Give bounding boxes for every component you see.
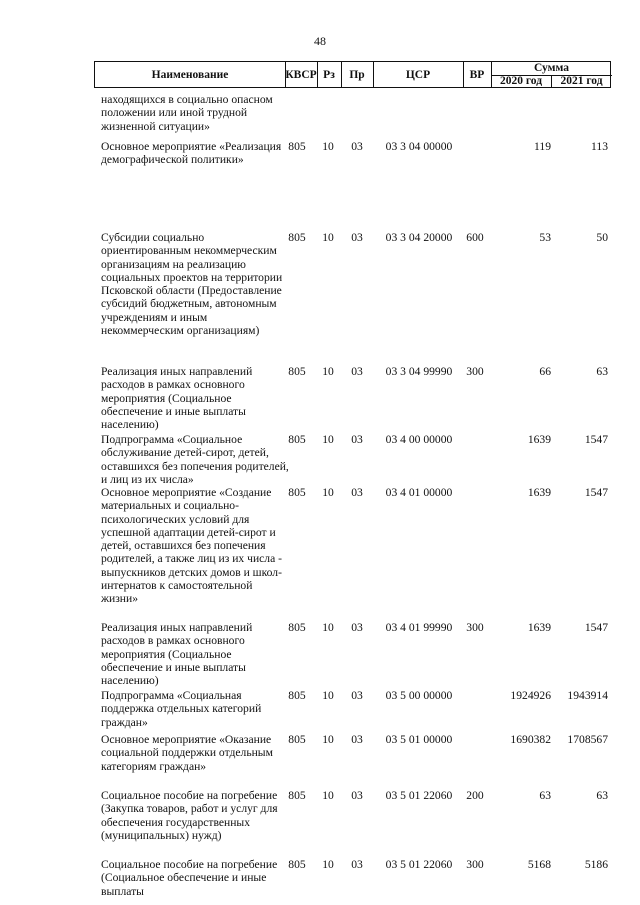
row-name: Социальное пособие на погребение (Социальное обеспечение и иные выплаты bbox=[101, 858, 278, 898]
row-y2021: 1943914 bbox=[567, 689, 608, 702]
header-rz: Рз bbox=[323, 68, 335, 81]
header-year-2020: 2020 год bbox=[499, 75, 543, 87]
row-rz: 10 bbox=[322, 733, 334, 746]
header-name: Наименование bbox=[151, 68, 229, 81]
row-y2021: 63 bbox=[596, 365, 608, 378]
row-y2021: 50 bbox=[596, 231, 608, 244]
row-kvsr: 805 bbox=[288, 486, 306, 499]
row-csr: 03 5 00 00000 bbox=[385, 689, 453, 702]
row-y2020: 119 bbox=[534, 140, 551, 153]
row-y2021: 63 bbox=[596, 789, 608, 802]
row-pr: 03 bbox=[351, 231, 363, 244]
row-csr: 03 3 04 20000 bbox=[385, 231, 453, 244]
row-name: Социальное пособие на погребение (Закупка товаров, работ и услуг для обеспечения государственных (муниципальных) нужд) bbox=[101, 789, 278, 842]
row-y2020: 1639 bbox=[527, 621, 551, 634]
header-year-2021: 2021 год bbox=[560, 75, 603, 87]
row-y2020: 5168 bbox=[527, 858, 551, 871]
row-y2020: 66 bbox=[539, 365, 551, 378]
row-name: Основное мероприятие «Реализация демографической политики» bbox=[101, 140, 282, 167]
header-pr: Пр bbox=[349, 68, 365, 81]
row-pr: 03 bbox=[351, 433, 363, 446]
row-y2021: 1708567 bbox=[567, 733, 608, 746]
row-pr: 03 bbox=[351, 733, 363, 746]
row-kvsr: 805 bbox=[288, 733, 306, 746]
row-kvsr: 805 bbox=[288, 858, 306, 871]
row-pr: 03 bbox=[351, 789, 363, 802]
row-csr: 03 5 01 00000 bbox=[385, 733, 453, 746]
row-kvsr: 805 bbox=[288, 789, 306, 802]
row-rz: 10 bbox=[322, 486, 334, 499]
row-y2020: 1639 bbox=[527, 433, 551, 446]
row-y2020: 53 bbox=[539, 231, 551, 244]
row-y2020: 63 bbox=[539, 789, 551, 802]
row-name: Подпрограмма «Социальная поддержка отдельных категорий граждан» bbox=[101, 689, 262, 729]
page-number: 48 bbox=[314, 34, 326, 48]
row-csr: 03 3 04 00000 bbox=[385, 140, 453, 153]
row-name: находящихся в социально опасном положении или иной трудной жизненной ситуации» bbox=[101, 93, 273, 133]
row-pr: 03 bbox=[351, 858, 363, 871]
budget-table bbox=[94, 61, 611, 898]
row-pr: 03 bbox=[351, 621, 363, 634]
row-rz: 10 bbox=[322, 231, 334, 244]
row-kvsr: 805 bbox=[288, 231, 306, 244]
row-csr: 03 4 01 99990 bbox=[385, 621, 453, 634]
row-rz: 10 bbox=[322, 858, 334, 871]
row-name: Подпрограмма «Социальное обслуживание детей-сирот, детей, оставшихся без попечения родителей, и лиц из их числа» bbox=[101, 433, 289, 486]
row-csr: 03 5 01 22060 bbox=[385, 789, 453, 802]
row-vr: 200 bbox=[466, 789, 484, 802]
row-vr: 600 bbox=[466, 231, 484, 244]
row-vr: 300 bbox=[466, 365, 484, 378]
row-y2021: 1547 bbox=[584, 486, 608, 499]
row-pr: 03 bbox=[351, 689, 363, 702]
header-kvsr: КВСР bbox=[285, 68, 317, 81]
row-rz: 10 bbox=[322, 621, 334, 634]
row-rz: 10 bbox=[322, 140, 334, 153]
row-rz: 10 bbox=[322, 689, 334, 702]
row-rz: 10 bbox=[322, 433, 334, 446]
row-kvsr: 805 bbox=[288, 621, 306, 634]
row-vr: 300 bbox=[466, 621, 484, 634]
row-kvsr: 805 bbox=[288, 140, 306, 153]
table-header bbox=[94, 61, 611, 88]
row-csr: 03 5 01 22060 bbox=[385, 858, 453, 871]
row-kvsr: 805 bbox=[288, 365, 306, 378]
header-csr: ЦСР bbox=[405, 68, 431, 81]
row-y2021: 5186 bbox=[584, 858, 608, 871]
header-sum: Сумма bbox=[534, 62, 569, 74]
row-pr: 03 bbox=[351, 365, 363, 378]
row-y2020: 1639 bbox=[527, 486, 551, 499]
row-pr: 03 bbox=[351, 140, 363, 153]
header-vr: ВР bbox=[469, 68, 485, 81]
row-y2020: 1690382 bbox=[510, 733, 551, 746]
row-name: Основное мероприятие «Оказание социальной поддержки отдельным категориям граждан» bbox=[101, 733, 273, 773]
row-rz: 10 bbox=[322, 789, 334, 802]
row-csr: 03 4 01 00000 bbox=[385, 486, 453, 499]
row-csr: 03 3 04 99990 bbox=[385, 365, 453, 378]
row-name: Субсидии социально ориентированным некоммерческим организациям на реализацию социальных проектов на территории Псковской области (Предоставление субсидий бюджетным, автономным учреждениям и иным некоммерческим организациям) bbox=[101, 231, 283, 338]
row-pr: 03 bbox=[351, 486, 363, 499]
row-name: Реализация иных направлений расходов в рамках основного мероприятия (Социальное обеспечение и иные выплаты населению) bbox=[101, 621, 253, 688]
row-y2021: 1547 bbox=[584, 621, 608, 634]
row-kvsr: 805 bbox=[288, 689, 306, 702]
row-name: Реализация иных направлений расходов в рамках основного мероприятия (Социальное обеспечение и иные выплаты населению) bbox=[101, 365, 253, 432]
row-y2021: 1547 bbox=[584, 433, 608, 446]
row-kvsr: 805 bbox=[288, 433, 306, 446]
row-name: Основное мероприятие «Создание материальных и социально-психологических условий для успешной адаптации детей-сирот и детей, оставшихся без попечения родителей, а также лиц из их числа - выпускников детских домов и школ-интернатов к самостоятельной жизни» bbox=[101, 486, 282, 606]
row-csr: 03 4 00 00000 bbox=[385, 433, 453, 446]
row-rz: 10 bbox=[322, 365, 334, 378]
row-y2020: 1924926 bbox=[510, 689, 551, 702]
row-vr: 300 bbox=[466, 858, 484, 871]
row-y2021: 113 bbox=[591, 140, 608, 153]
